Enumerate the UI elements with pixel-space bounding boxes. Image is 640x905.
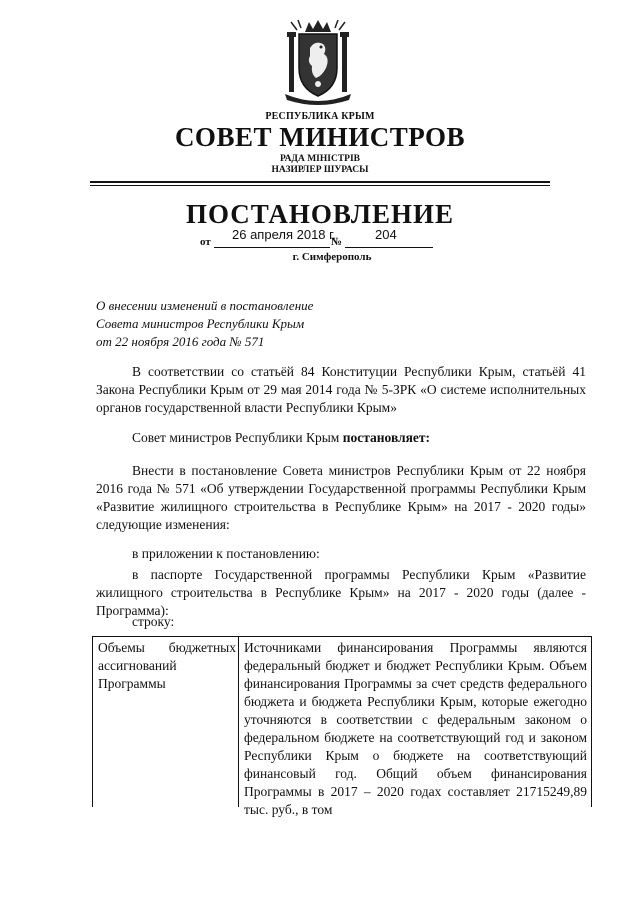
republic-title: РЕСПУБЛИКА КРЫМ [265,111,375,122]
header-rule-thin [90,185,550,186]
table-cell-value: Источниками финансирования Программы являются федеральный бюджет и бюджет Республики Крым. Объем финансирования Программы за счет средств федерального бюджета и бюджета Республики Крым, которые ежегодно уточняются в соответствии с федеральным законом о федеральном бюджете на соответствующий год и законом Республики Крым о бюджете на соответствующий финансовый год. Общий объем финансирования Программы в 2017 – 2020 годах составляет 21715249,89 тыс. руб., в том [244,640,587,817]
resolution-verb: постановляет: [342,430,431,445]
program-table [92,636,592,817]
subject-line: О внесении изменений в постановление [96,298,314,313]
council-title-tatar: НАЗИРЛЕР ШУРАСЫ [271,165,369,175]
resolution-text: Совет министров Республики Крым [132,430,343,445]
handwritten-date: 26 апреля 2018 г. [232,227,336,242]
number-underline [345,247,433,248]
header-rule-thick [90,181,550,183]
passport-paragraph: в паспорте Государственной программы Республики Крым «Развитие жилищного строительства в Республике Крым» на 2017 - 2020 годы (далее - Программа): [96,567,586,618]
city-line: г. Симферополь [292,251,372,263]
subject-line: от 22 ноября 2016 года № 571 [96,334,265,349]
council-title-ukrainian: РАДА МІНІСТРІВ [279,154,360,164]
row-label-paragraph: строку: [132,614,175,629]
handwritten-number: 204 [375,227,397,242]
resolution-paragraph [96,429,586,447]
council-title: СОВЕТ МИНИСТРОВ [174,122,466,152]
number-label: № [331,236,343,248]
document-type-title: ПОСТАНОВЛЕНИЕ [185,199,455,229]
table-cell-label: Объемы бюджетных ассигнований Программы [98,640,236,691]
amendment-paragraph: Внести в постановление Совета министров Республики Крым от 22 ноября 2016 года № 571 «Об утверждении Государственной программы Республики Крым «Развитие жилищного строительства в Республике Крым» на 2017 - 2020 годы» следующие изменения: [96,463,586,532]
date-label: от [200,236,211,248]
document-subject [96,297,313,351]
appendix-paragraph: в приложении к постановлению: [132,546,320,561]
subject-line: Совета министров Республики Крым [96,316,305,331]
date-underline [214,247,330,248]
table-column-divider [238,637,239,807]
legal-basis-paragraph: В соответствии со статьёй 84 Конституции Республики Крым, статьёй 41 Закона Республики Крым от 29 мая 2014 года № 5-ЗРК «О системе исполнительных органов государственной власти Республики Крым» [96,364,586,415]
coat-of-arms-icon [283,18,353,106]
